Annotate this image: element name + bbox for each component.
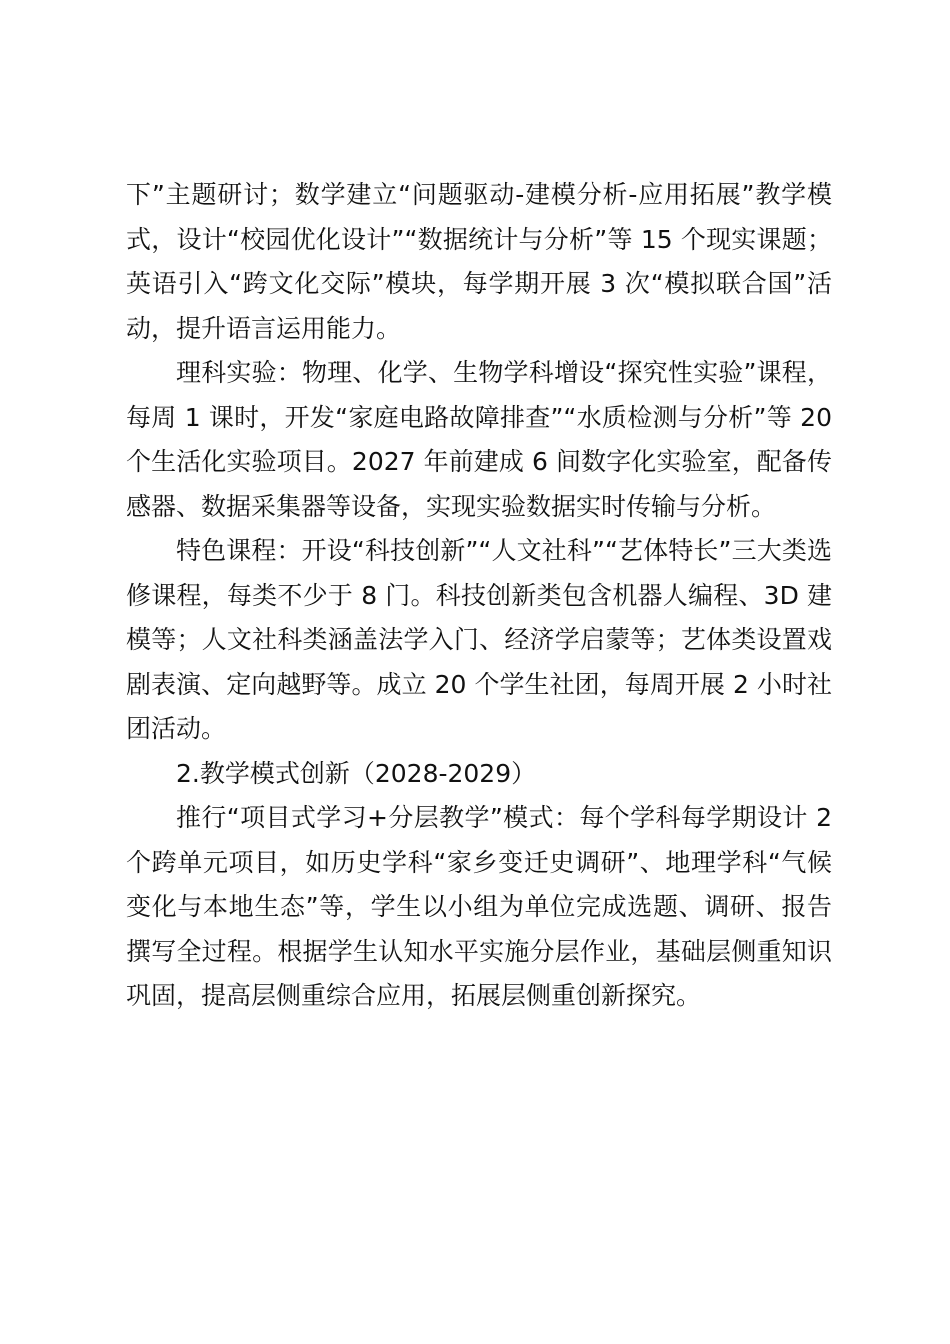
paragraph-featured-courses: 特色课程：开设“科技创新”“人文社科”“艺体特长”三大类选修课程，每类不少于 8 门。科技创新类包含机器人编程、3D 建模等；人文社科类涵盖法学入门、经济学启蒙等；艺体类设置戏剧表演、定向越野等。成立 20 个学生社团，每周开展 2 小时社团活动。 xyxy=(126,536,832,743)
paragraph-science-experiments: 理科实验：物理、化学、生物学科增设“探究性实验”课程，每周 1 课时，开发“家庭电路故障排查”“水质检测与分析”等 20 个生活化实验项目。2027 年前建成 6 间数字化实验室，配备传感器、数据采集器等设备，实现实验数据实时传输与分析。 xyxy=(126,358,832,521)
paragraph-project-learning: 推行“项目式学习+分层教学”模式：每个学科每学期设计 2 个跨单元项目，如历史学科“家乡变迁史调研”、地理学科“气候变化与本地生态”等，学生以小组为单位完成选题、调研、报告撰写全过程。根据学生认知水平实施分层作业，基础层侧重知识巩固，提高层侧重综合应用，拓展层侧重创新探究。 xyxy=(126,803,832,1010)
section-heading-teaching-mode: 2.教学模式创新（2028-2029） xyxy=(176,758,537,788)
document-body xyxy=(126,173,832,1019)
paragraph-continuation: 下”主题研讨；数学建立“问题驱动-建模分析-应用拓展”教学模式，设计“校园优化设计”“数据统计与分析”等 15 个现实课题；英语引入“跨文化交际”模块，每学期开展 3 次“模拟联合国”活动，提升语言运用能力。 xyxy=(126,180,832,343)
